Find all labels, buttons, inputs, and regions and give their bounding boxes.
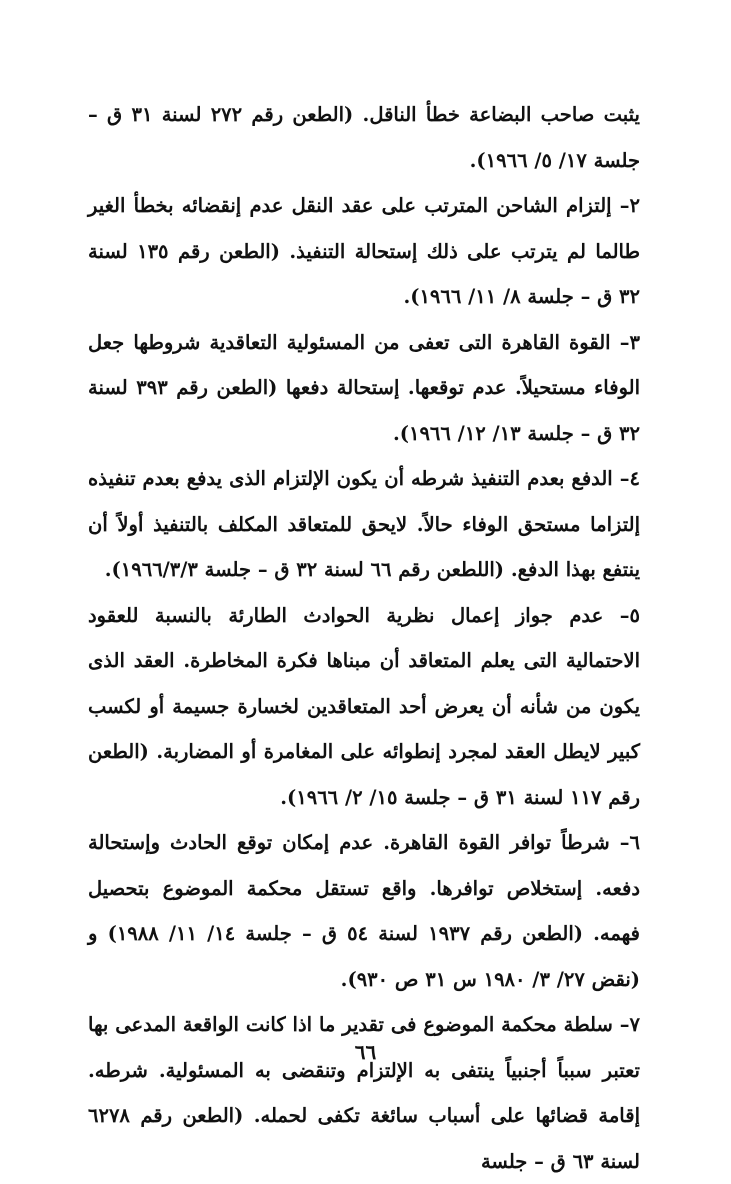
paragraph-6: ٦– شرطاً توافر القوة القاهرة. عدم إمكان توقع الحادث وإستحالة دفعه. إستخلاص توافرها. واقع تستقل محكمة الموضوع بتحصيل فهمه. (الطعن رقم ١٩٣٧ لسنة ٥٤ ق – جلسة ١٤/ ١١/ ١٩٨٨) و (نقض ٢٧/ ٣/ ١٩٨٠ س ٣١ ص ٩٣٠). xyxy=(88,831,640,991)
paragraph-7: ٧– سلطة محكمة الموضوع فى تقدير ما اذا كانت الواقعة المدعى بها تعتبر سبباً أجنبياً ينتفى به الإلتزام وتنقضى به المسئولية. شرطه. إقامة قضائها على أسباب سائغة تكفى لحمله. (الطعن رقم ٦٢٧٨ لسنة ٦٣ ق – جلسة xyxy=(88,1013,640,1173)
body-text xyxy=(88,92,640,1184)
paragraph-continuation: يثبت صاحب البضاعة خطأ الناقل. (الطعن رقم ٢٧٢ لسنة ٣١ ق – جلسة ١٧/ ٥/ ١٩٦٦). xyxy=(88,103,640,172)
paragraph-3: ٣– القوة القاهرة التى تعفى من المسئولية التعاقدية شروطها جعل الوفاء مستحيلاً. عدم توقعها. إستحالة دفعها (الطعن رقم ٣٩٣ لسنة ٣٢ ق – جلسة ١٣/ ١٢/ ١٩٦٦). xyxy=(88,330,640,445)
page-number: ٦٦ xyxy=(354,1040,377,1064)
paragraph-2: ٢– إلتزام الشاحن المترتب على عقد النقل عدم إنقضائه بخطأ الغير طالما لم يترتب على ذلك إستحالة التنفيذ. (الطعن رقم ١٣٥ لسنة ٣٢ ق – جلسة ٨/ ١١/ ١٩٦٦). xyxy=(88,194,640,308)
paragraph-5: ٥– عدم جواز إعمال نظرية الحوادث الطارئة بالنسبة للعقود الاحتمالية التى يعلم المتعاقد أن مبناها فكرة المخاطرة. العقد الذى يكون من شأنه أن يعرض أحد المتعاقدين لخسارة جسيمة أو لكسب كبير لايطل العقد لمجرد إنطوائه على المغامرة أو المضاربة. (الطعن رقم ١١٧ لسنة ٣١ ق – جلسة ١٥/ ٢/ ١٩٦٦). xyxy=(88,603,640,809)
paragraph-4: ٤– الدفع بعدم التنفيذ شرطه أن يكون الإلتزام الذى يدفع بعدم تنفيذه إلتزاما مستحق الوفاء حالاً. لايحق للمتعاقد المكلف بالتنفيذ أولاً أن ينتفع بهذا الدفع. (اللطعن رقم ٦٦ لسنة ٣٢ ق – جلسة ١٩٦٦/٣/٣). xyxy=(88,467,640,581)
